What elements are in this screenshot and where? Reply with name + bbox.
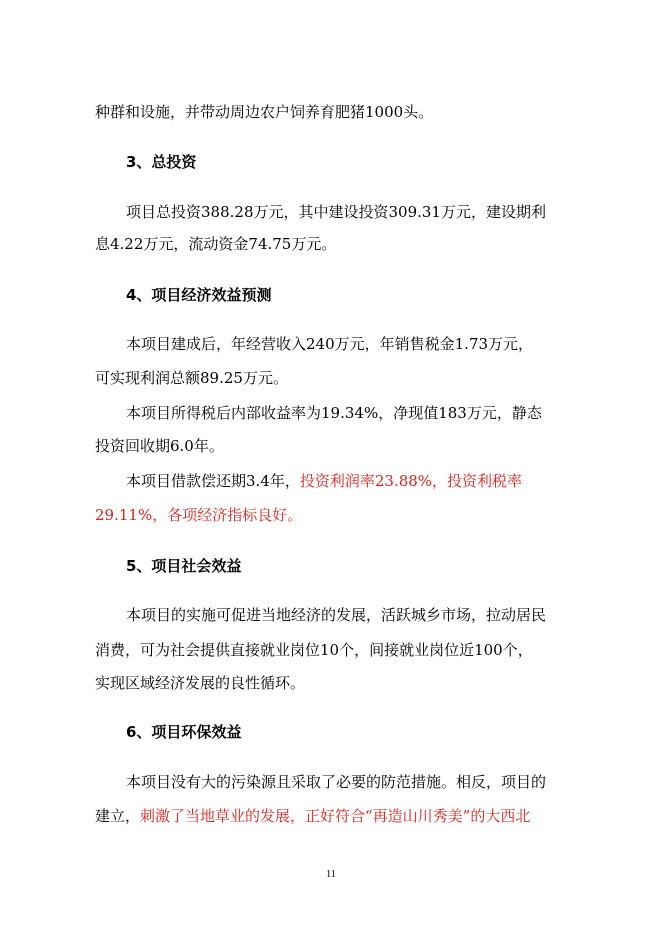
text-line-6a: 本项目的实施可促进当地经济的发展，活跃城乡市场，拉动居民 [126,606,547,624]
section-heading-4: 4、项目经济效益预测 [126,286,272,304]
text-line-7a: 本项目没有大的污染源且采取了必要的防范措施。相反，项目的 [126,773,547,791]
text-line-5b-highlight: 29.11%，各项经济指标良好。 [95,506,303,524]
text-line-7b [95,806,530,826]
section-heading-6: 6、项目环保效益 [126,723,242,741]
text-line-6c: 实现区域经济发展的良性循环。 [95,674,306,692]
text-line-5a [126,471,522,491]
text-line-5a-highlight: 投资利润率23.88%，投资利税率 [299,472,523,490]
text-line-5a-normal: 本项目借款偿还期3.4年， [126,472,300,490]
text-line-4b: 投资回收期6.0年。 [95,437,224,455]
text-line-6b: 消费，可为社会提供直接就业岗位10个，间接就业岗位近100个， [95,641,533,659]
page-number: 11 [326,869,336,880]
text-line-3a: 本项目建成后，年经营收入240万元，年销售税金1.73万元， [126,335,534,353]
text-line-4a: 本项目所得税后内部收益率为19.34%，净现值183万元，静态 [126,404,542,422]
section-heading-3: 3、总投资 [126,153,197,171]
text-line-2a: 项目总投资388.28万元，其中建设投资309.31万元，建设期利 [126,203,546,221]
text-line-2b: 息4.22万元，流动资金74.75万元。 [95,235,337,253]
text-line-7b-normal: 建立， [95,807,141,825]
text-line-1: 种群和设施，并带动周边农户饲养育肥猪1000头。 [95,103,434,121]
section-heading-5: 5、项目社会效益 [126,557,242,575]
text-line-3b: 可实现利润总额89.25万元。 [95,369,288,387]
text-line-7b-highlight: 刺激了当地草业的发展，正好符合“再造山川秀美”的大西北 [140,807,531,825]
